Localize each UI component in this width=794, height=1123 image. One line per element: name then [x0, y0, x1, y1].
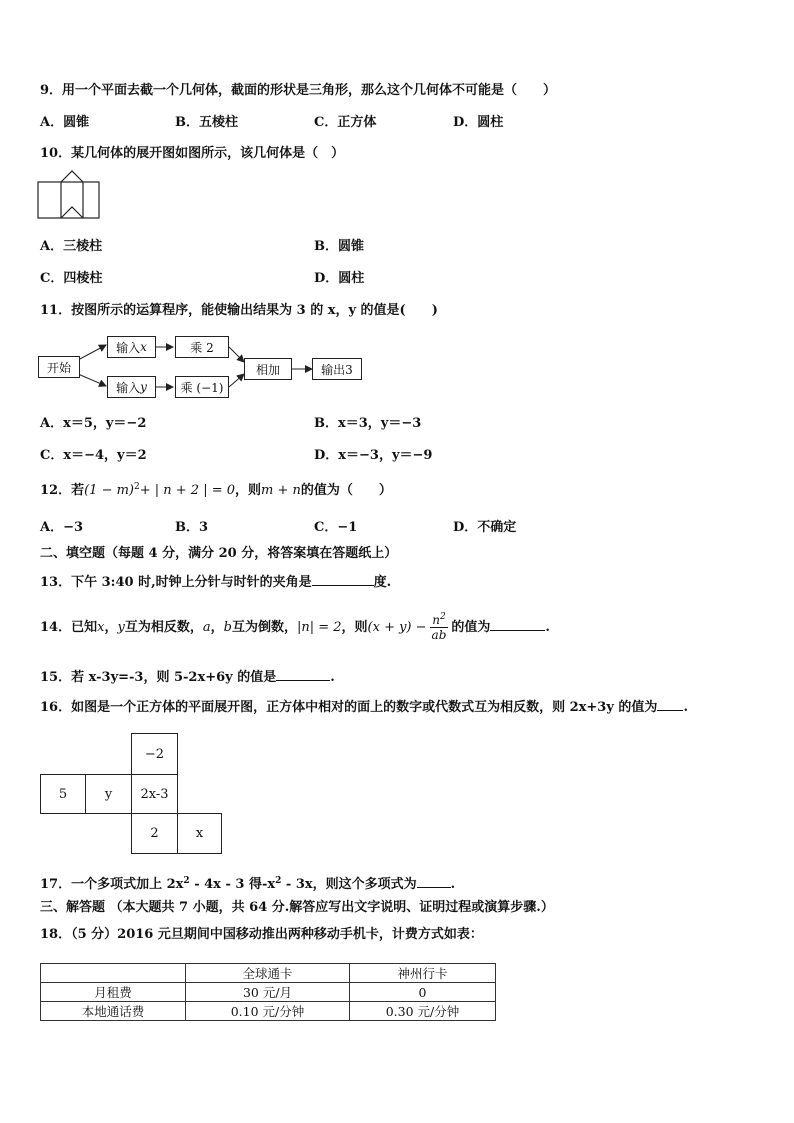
table-row: [41, 983, 496, 1002]
q14-var-x: x: [97, 620, 105, 635]
q12-prefix: 12．若: [40, 483, 85, 498]
table-row: [41, 1002, 496, 1021]
q10-net-top-triangle: [61, 171, 83, 182]
q17-tail: .: [450, 877, 456, 892]
q17-part2: - 4x - 3 得-x: [189, 877, 276, 892]
q15-text: [40, 667, 335, 686]
q15-answer-blank: [276, 667, 330, 681]
q12-middle: ，则: [235, 483, 262, 498]
table-cell: 0.30 元/分钟: [350, 1002, 496, 1021]
q15-stem: 15．若 x-3y=-3，则 5-2x+6y 的值是: [40, 670, 277, 685]
q16-answer-blank: [657, 697, 683, 711]
q12-stem: [40, 483, 392, 499]
flow-input-y-box: [107, 376, 156, 398]
q14-part4: ，则: [341, 620, 368, 635]
q17-part3: - 3x，则这个多项式为: [281, 877, 417, 892]
q9-option-c: C．正方体: [314, 115, 377, 130]
flow-add-box: 相加: [244, 358, 292, 380]
q14-part3: 互为倒数，: [231, 620, 297, 635]
q14-sep1: ，: [104, 620, 118, 635]
q17-exp2: 2: [275, 876, 282, 886]
q12-suffix: 的值为（ ）: [300, 483, 392, 498]
q14-var-y: y: [117, 620, 125, 635]
flow-input-y-var: y: [140, 380, 147, 394]
table-cell: 0: [350, 983, 496, 1002]
table-header-cell: [41, 964, 186, 983]
q17-text: [40, 874, 455, 893]
q12-target: m + n: [261, 483, 301, 498]
table-header-cell: 全球通卡: [186, 964, 350, 983]
flow-multiply-2-box: 乘 2: [175, 336, 229, 358]
q11-option-c: C．x＝−4，y＝2: [40, 448, 147, 463]
q16-tail: .: [683, 700, 688, 715]
q14-fraction: [430, 613, 449, 642]
q11-option-b: B．x＝3，y＝−3: [314, 416, 422, 431]
table-cell: 30 元/月: [186, 983, 350, 1002]
table-cell: 0.10 元/分钟: [186, 1002, 350, 1021]
cube-net-cell-left2: y: [85, 774, 132, 814]
flow-start-box: 开始: [38, 356, 80, 378]
q12-expr-b: + | n + 2 | = 0: [139, 483, 236, 498]
table-header-cell: 神州行卡: [350, 964, 496, 983]
cube-net-cell-bottom-right: x: [177, 813, 222, 854]
table-cell: 月租费: [41, 983, 186, 1002]
q12-expr-a: (1 − m): [84, 483, 134, 498]
q10-option-d: D．圆柱: [314, 271, 365, 286]
q18-fee-table: [40, 963, 496, 1021]
cube-net-cell-bottom: 2: [131, 813, 178, 854]
q10-net-bottom-triangle: [61, 207, 83, 218]
q14-part1: 14．已知: [40, 620, 98, 635]
q10-option-a: A．三棱柱: [40, 239, 103, 254]
q12-option-c: C．−1: [314, 520, 358, 535]
q14-expression: (x + y) −: [367, 620, 427, 635]
q17-exp1: 2: [183, 876, 190, 886]
section-2-heading: 二、填空题（每题 4 分，满分 20 分，将答案填在答题纸上）: [40, 546, 398, 561]
flow-input-x-label: 输入: [116, 340, 141, 355]
q14-fraction-denominator: ab: [431, 628, 447, 642]
flow-output-box: 输出3: [312, 358, 362, 380]
flow-input-x-var: x: [140, 340, 147, 354]
q14-var-a: a: [202, 620, 211, 635]
q16-stem: 16．如图是一个正方体的平面展开图，正方体中相对的面上的数字或代数式互为相反数，则 2x+3y 的值为: [40, 700, 658, 715]
q10-option-c: C．四棱柱: [40, 271, 103, 286]
q10-net-figure: [37, 170, 101, 220]
q14-text: [40, 608, 550, 648]
q12-option-a: A．−3: [40, 520, 84, 535]
flow-input-y-label: 输入: [116, 380, 141, 395]
q10-net-rect: [38, 182, 99, 218]
q14-num-var: n: [432, 613, 440, 627]
q9-stem: 9．用一个平面去截一个几何体，截面的形状是三角形，那么这个几何体不可能是（ ）: [40, 83, 557, 98]
q11-stem: 11．按图所示的运算程序，能使输出结果为 3 的 x，y 的值是( ): [40, 303, 438, 318]
q17-answer-blank: [417, 874, 451, 888]
q10-option-b: B．圆锥: [314, 239, 364, 254]
q9-option-b: B．五棱柱: [175, 115, 238, 130]
q14-var-b: b: [223, 620, 232, 635]
q14-num-exp: 2: [439, 612, 446, 622]
q11-option-a: A．x＝5，y＝−2: [40, 416, 147, 431]
q10-stem: 10．某几何体的展开图如图所示，该几何体是（ ）: [40, 146, 345, 161]
q14-abs-n: |n| = 2: [296, 620, 342, 635]
q15-tail: .: [330, 670, 335, 685]
q9-option-d: D．圆柱: [453, 115, 504, 130]
cube-net-cell-left1: 5: [40, 774, 86, 814]
table-cell: 本地通话费: [41, 1002, 186, 1021]
section-3-heading: 三、解答题 （本大题共 7 小题，共 64 分.解答应写出文字说明、证明过程或演算步骤.）: [40, 900, 554, 915]
table-header-row: [41, 964, 496, 983]
flow-multiply-neg1-box: 乘 (−1): [175, 376, 229, 398]
flow-input-x-box: [107, 336, 156, 358]
q12-option-d: D．不确定: [453, 520, 517, 535]
q13-text: [40, 572, 391, 591]
q14-part2: 互为相反数，: [124, 620, 203, 635]
q11-option-d: D．x＝−3，y＝−9: [314, 448, 433, 463]
q12-exponent: 2: [134, 482, 140, 492]
q14-answer-blank: [490, 617, 545, 631]
q14-part5: 的值为: [451, 620, 491, 635]
q14-sep2: ，: [210, 620, 224, 635]
q14-fraction-numerator: [430, 613, 449, 628]
cube-net-cell-center: 2x-3: [131, 774, 178, 814]
q13-tail: 度.: [373, 575, 392, 590]
cube-net-cell-top: −2: [131, 733, 178, 775]
q9-option-a: A．圆锥: [40, 115, 90, 130]
q13-stem: 13．下午 3:40 时,时钟上分针与时针的夹角是: [40, 575, 312, 590]
q18-stem: 18．（5 分）2016 元旦期间中国移动推出两种移动手机卡，计费方式如表：: [40, 927, 483, 942]
q12-option-b: B．3: [175, 520, 209, 535]
q16-text: [40, 697, 688, 716]
q13-answer-blank: [312, 572, 374, 586]
q17-part1: 17．一个多项式加上 2x: [40, 877, 184, 892]
q14-tail: .: [545, 620, 550, 635]
